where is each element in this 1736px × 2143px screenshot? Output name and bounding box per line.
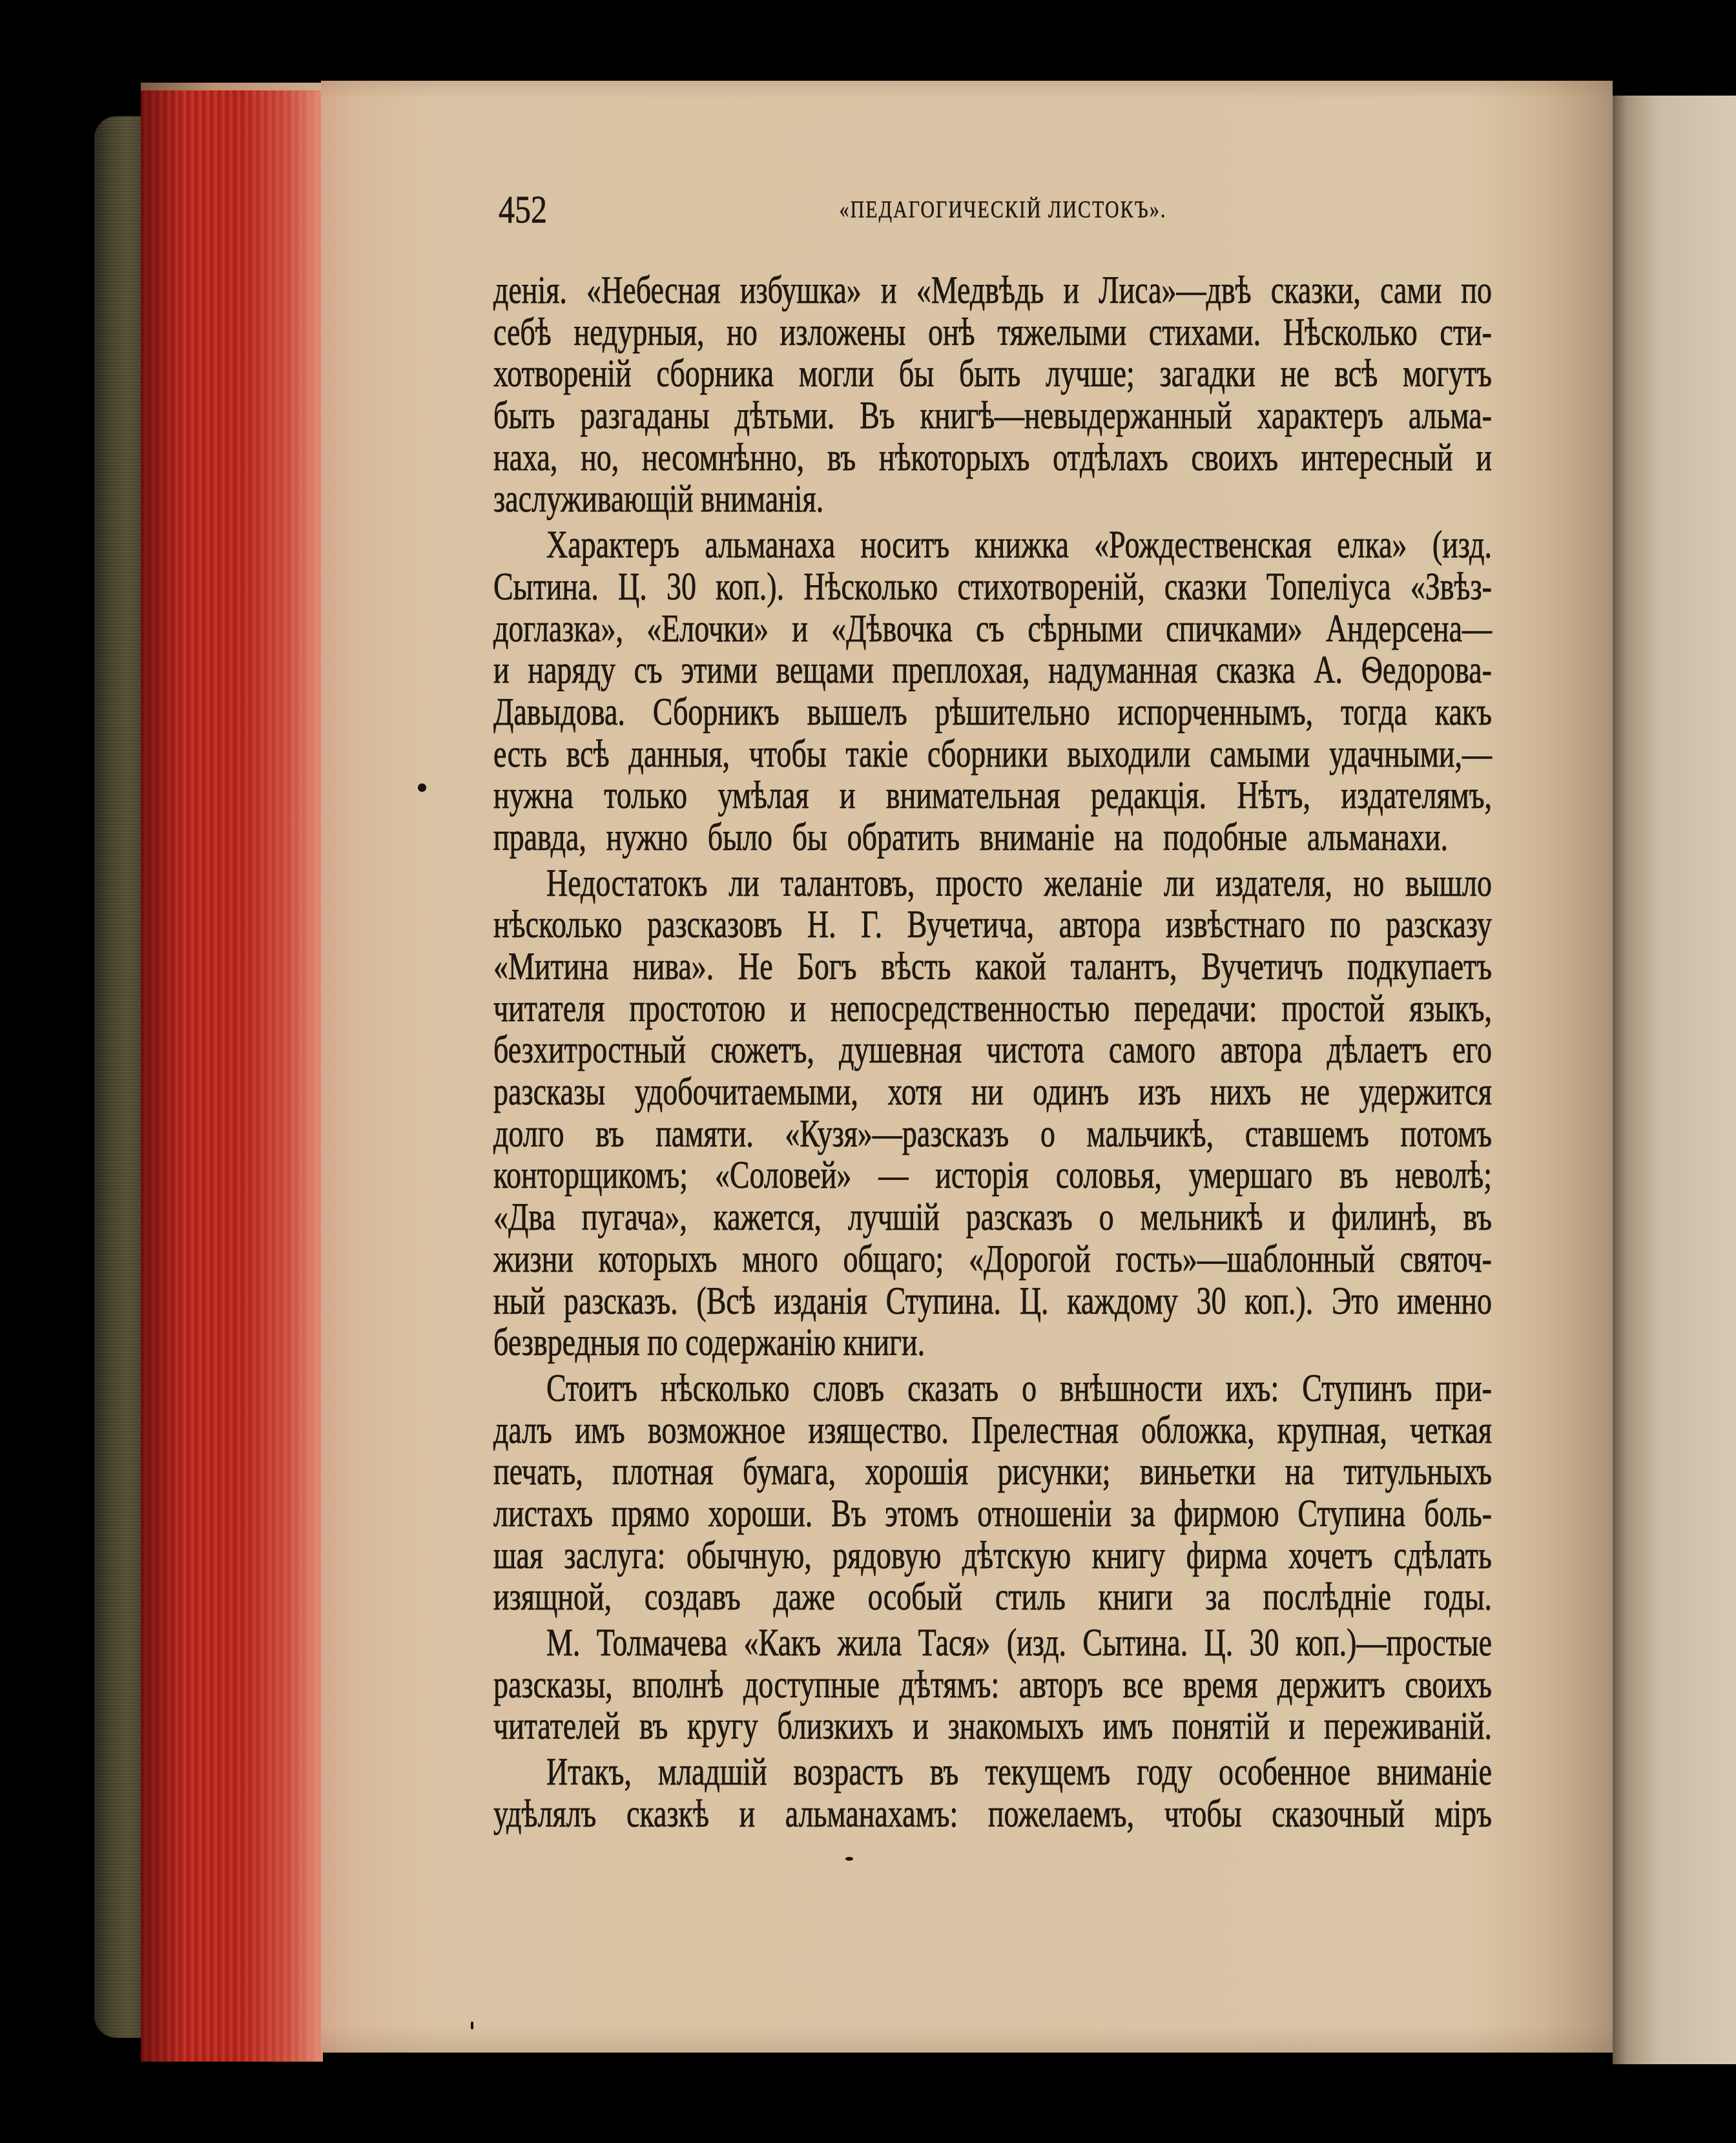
text-line: разсказы, вполнѣ доступные дѣтямъ: авторъ все время держитъ своихъ xyxy=(493,1662,1492,1706)
body-text xyxy=(493,267,1492,1836)
ink-speck xyxy=(418,783,426,792)
text-line: есть всѣ данныя, чтобы такіе сборники выходили самыми удачными,— xyxy=(493,731,1492,775)
text-line: «Митина нива». Не Богъ вѣсть какой талантъ, Вучетичъ подкупаетъ xyxy=(493,944,1492,988)
text-line: безхитростный сюжетъ, душевная чистота самого автора дѣлаетъ его xyxy=(493,1028,1492,1072)
text-line: Стоитъ нѣсколько словъ сказать о внѣшности ихъ: Ступинъ при- xyxy=(546,1365,1492,1410)
text-line: удѣлялъ сказкѣ и альманахамъ: пожелаемъ, чтобы сказочный міръ xyxy=(493,1791,1492,1835)
paragraph-1 xyxy=(493,267,1492,521)
paragraph-6 xyxy=(493,1749,1492,1836)
paragraph-3 xyxy=(493,860,1492,1365)
text-line: нужна только умѣлая и внимательная редакція. Нѣтъ, издателямъ, xyxy=(493,773,1492,817)
text-line: Сытина. Ц. 30 коп.). Нѣсколько стихотвореній, сказки Топеліуса «Звѣз- xyxy=(493,564,1492,608)
text-line: Давыдова. Сборникъ вышелъ рѣшительно испорченнымъ, тогда какъ xyxy=(493,689,1492,734)
text-line: правда, нужно было бы обратить вниманіе на подобные альманахи. xyxy=(493,814,1448,859)
paragraph-2 xyxy=(493,525,1492,860)
text-line: изящной, создавъ даже особый стиль книги за послѣдніе годы. xyxy=(493,1575,1492,1619)
text-line: доглазка», «Елочки» и «Дѣвочка съ сѣрными спичками» Андерсена— xyxy=(493,606,1492,650)
text-line: нѣсколько разсказовъ Н. Г. Вучетича, автора извѣстнаго по разсказу xyxy=(493,902,1492,946)
paragraph-4 xyxy=(493,1365,1492,1619)
text-line: быть разгаданы дѣтьми. Въ книгѣ—невыдержанный характеръ альма- xyxy=(493,393,1492,437)
text-line: безвредныя по содержанію книги. xyxy=(493,1320,925,1364)
text-line: разсказы удобочитаемыми, хотя ни одинъ изъ нихъ не удержится xyxy=(493,1069,1492,1113)
text-line: заслуживающій вниманія. xyxy=(493,477,824,521)
paragraph-5 xyxy=(493,1620,1492,1748)
page-number: 452 xyxy=(499,187,547,231)
book-page xyxy=(321,81,1613,2053)
text-line: Итакъ, младшій возрастъ въ текущемъ году особенное вниманіе xyxy=(546,1749,1492,1794)
text-line: денія. «Небесная избушка» и «Медвѣдь и Лиса»—двѣ сказки, сами по xyxy=(493,267,1492,312)
text-line: Недостатокъ ли талантовъ, просто желаніе ли издателя, но вышло xyxy=(546,860,1492,904)
text-line: и наряду съ этими вещами преплохая, надуманная сказка А. Ѳедорова- xyxy=(493,648,1492,692)
text-line: М. Толмачева «Какъ жила Тася» (изд. Сытина. Ц. 30 коп.)—простые xyxy=(546,1620,1492,1664)
text-line: листахъ прямо хороши. Въ этомъ отношеніи за фирмою Ступина боль- xyxy=(493,1491,1492,1535)
text-line: наха, но, несомнѣнно, въ нѣкоторыхъ отдѣлахъ своихъ интересный и xyxy=(493,435,1492,479)
text-line: ный разсказъ. (Всѣ изданія Ступина. Ц. каждому 30 коп.). Это именно xyxy=(493,1278,1492,1322)
text-line: долго въ памяти. «Кузя»—разсказъ о мальчикѣ, ставшемъ потомъ xyxy=(493,1111,1492,1155)
text-line: читателя простотою и непосредственностью передачи: простой языкъ, xyxy=(493,986,1492,1030)
ink-speck xyxy=(471,2022,473,2029)
text-line: Характеръ альманаха носитъ книжка «Рождественская елка» (изд. xyxy=(546,523,1492,566)
running-head: «ПЕДАГОГИЧЕСКІЙ ЛИСТОКЪ». xyxy=(839,196,1167,223)
facing-page-edge xyxy=(1613,96,1736,2064)
ink-speck xyxy=(845,1857,853,1861)
text-line: далъ имъ возможное изящество. Прелестная обложка, крупная, четкая xyxy=(493,1407,1492,1451)
text-line: себѣ недурныя, но изложены онѣ тяжелыми стихами. Нѣсколько сти- xyxy=(493,309,1492,353)
text-line: печать, плотная бумага, хорошія рисунки; виньетки на титульныхъ xyxy=(493,1449,1492,1493)
text-line: хотвореній сборника могли бы быть лучше; загадки не всѣ могутъ xyxy=(493,351,1492,395)
text-line: жизни которыхъ много общаго; «Дорогой гость»—шаблонный святоч- xyxy=(493,1236,1492,1281)
text-line: конторщикомъ; «Соловей» — исторія соловья, умершаго въ неволѣ; xyxy=(493,1153,1492,1197)
red-page-edges xyxy=(141,90,323,2062)
text-line: «Два пугача», кажется, лучшій разсказъ о мельникѣ и филинѣ, въ xyxy=(493,1195,1492,1239)
text-line: шая заслуга: обычную, рядовую дѣтскую книгу фирма хочетъ сдѣлать xyxy=(493,1533,1492,1577)
text-line: читателей въ кругу близкихъ и знакомыхъ имъ понятій и переживаній. xyxy=(493,1704,1492,1748)
